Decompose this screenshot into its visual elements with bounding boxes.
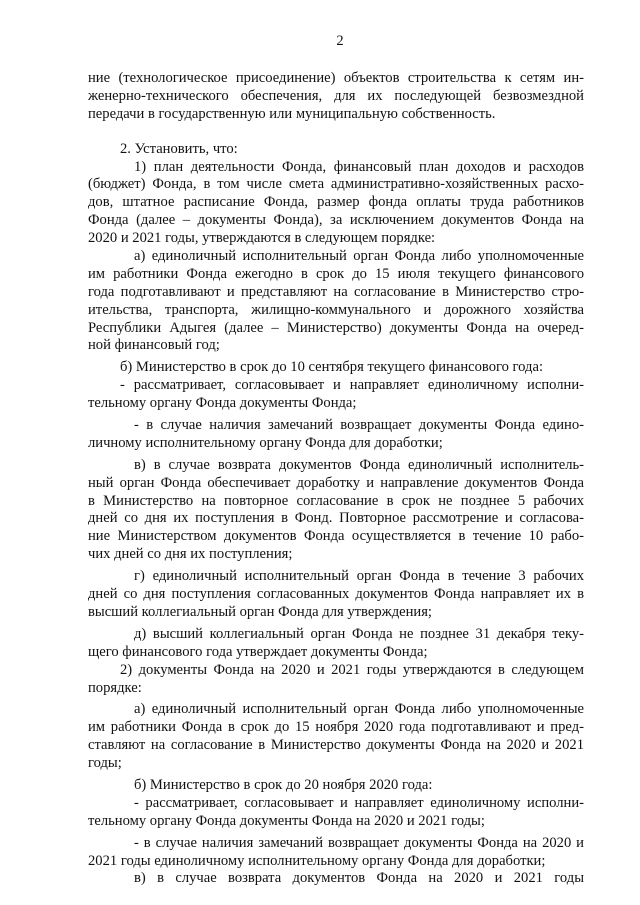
- text-line: передачи в государственную или муниципальную собственность.: [88, 105, 496, 122]
- page-number: 2: [336, 33, 344, 49]
- text-line: ной финансовый год;: [88, 337, 220, 354]
- text-line: 1) план деятельности Фонда, финансовый план доходов и расходов: [134, 158, 584, 175]
- text-line: высший коллегиальный орган Фонда для утверждения;: [88, 603, 432, 620]
- text-line: - рассматривает, согласовывает и направляет единоличному исполни-: [120, 377, 584, 394]
- text-line: - рассматривает, согласовывает и направляет единоличному исполни-: [134, 794, 584, 811]
- text-line: дов, штатное расписание Фонда, размер фонда оплаты труда работников: [88, 194, 584, 211]
- text-line: - в случае наличия замечаний возвращает документы Фонда едино-: [134, 417, 584, 434]
- text-line: (бюджет) Фонда, в том числе смета административно-хозяйственных расхо-: [88, 176, 584, 193]
- text-line: в) в случае возврата документов Фонда единоличный исполнитель-: [134, 456, 584, 473]
- text-line: д) высший коллегиальный орган Фонда не позднее 31 декабря теку-: [134, 625, 584, 642]
- text-line: годы;: [88, 755, 122, 772]
- text-line: женерно-технического обеспечения, для их последующей безвозмездной: [88, 87, 584, 104]
- text-line: 2) документы Фонда на 2020 и 2021 годы утверждаются в следующем: [120, 661, 584, 678]
- text-line: им работники Фонда в срок до 15 ноября 2020 года подготавливают и пред-: [88, 719, 584, 736]
- text-line: 2020 и 2021 годы, утверждаются в следующем порядке:: [88, 230, 436, 247]
- text-line: ительства, транспорта, жилищно-коммунального и дорожного хозяйства: [88, 301, 584, 318]
- text-line: чих дней со дня их поступления;: [88, 546, 293, 563]
- text-line: порядке:: [88, 679, 142, 696]
- text-line: б) Министерство в срок до 20 ноября 2020 года:: [134, 776, 433, 793]
- text-line: ный орган Фонда обеспечивает доработку и направление документов Фонда: [88, 474, 584, 491]
- document-body: [88, 70, 584, 888]
- text-line: г) единоличный исполнительный орган Фонда в течение 3 рабочих: [134, 568, 584, 585]
- text-line: щего финансового года утверждает документы Фонда;: [88, 643, 428, 660]
- text-line: ние (технологическое присоединение) объектов строительства к сетям ин-: [88, 70, 584, 86]
- text-line: а) единоличный исполнительный орган Фонда либо уполномоченные: [134, 701, 584, 718]
- text-line: б) Министерство в срок до 10 сентября текущего финансового года:: [120, 359, 544, 376]
- text-line: а) единоличный исполнительный орган Фонда либо уполномоченные: [134, 248, 584, 265]
- text-line: Республики Адыгея (далее – Министерство) документы Фонда на очеред-: [88, 319, 584, 336]
- text-line: в) в случае возврата документов Фонда на 2020 и 2021 годы: [134, 870, 584, 887]
- text-line: тельному органу Фонда документы Фонда;: [88, 395, 357, 412]
- text-line: ставляют на согласование в Министерство документы Фонда на 2020 и 2021: [88, 737, 584, 754]
- text-line: Фонда (далее – документы Фонда), за исключением документов Фонда на: [88, 212, 584, 229]
- text-line: года подготавливают и представляют на согласование в Министерство стро-: [88, 283, 584, 300]
- text-line: 2. Установить, что:: [120, 140, 238, 157]
- text-line: дней со дня поступления согласованных документов Фонда направляет их в: [88, 586, 584, 603]
- text-line: в Министерство на повторное согласование в срок не позднее 5 рабочих: [88, 492, 584, 509]
- text-line: личному исполнительному органу Фонда для доработки;: [88, 434, 443, 451]
- text-line: тельному органу Фонда документы Фонда на 2020 и 2021 годы;: [88, 812, 485, 829]
- text-line: им работники Фонда ежегодно в срок до 15 июля текущего финансового: [88, 265, 584, 282]
- text-line: 2021 годы единоличному исполнительному органу Фонда для доработки;: [88, 852, 546, 869]
- text-line: - в случае наличия замечаний возвращает документы Фонда на 2020 и: [134, 834, 584, 851]
- text-line: дней со дня их поступления в Фонд. Повторное рассмотрение и согласова-: [88, 510, 584, 527]
- text-line: ние Министерством документов Фонда осуществляется в течение 10 рабо-: [88, 528, 584, 545]
